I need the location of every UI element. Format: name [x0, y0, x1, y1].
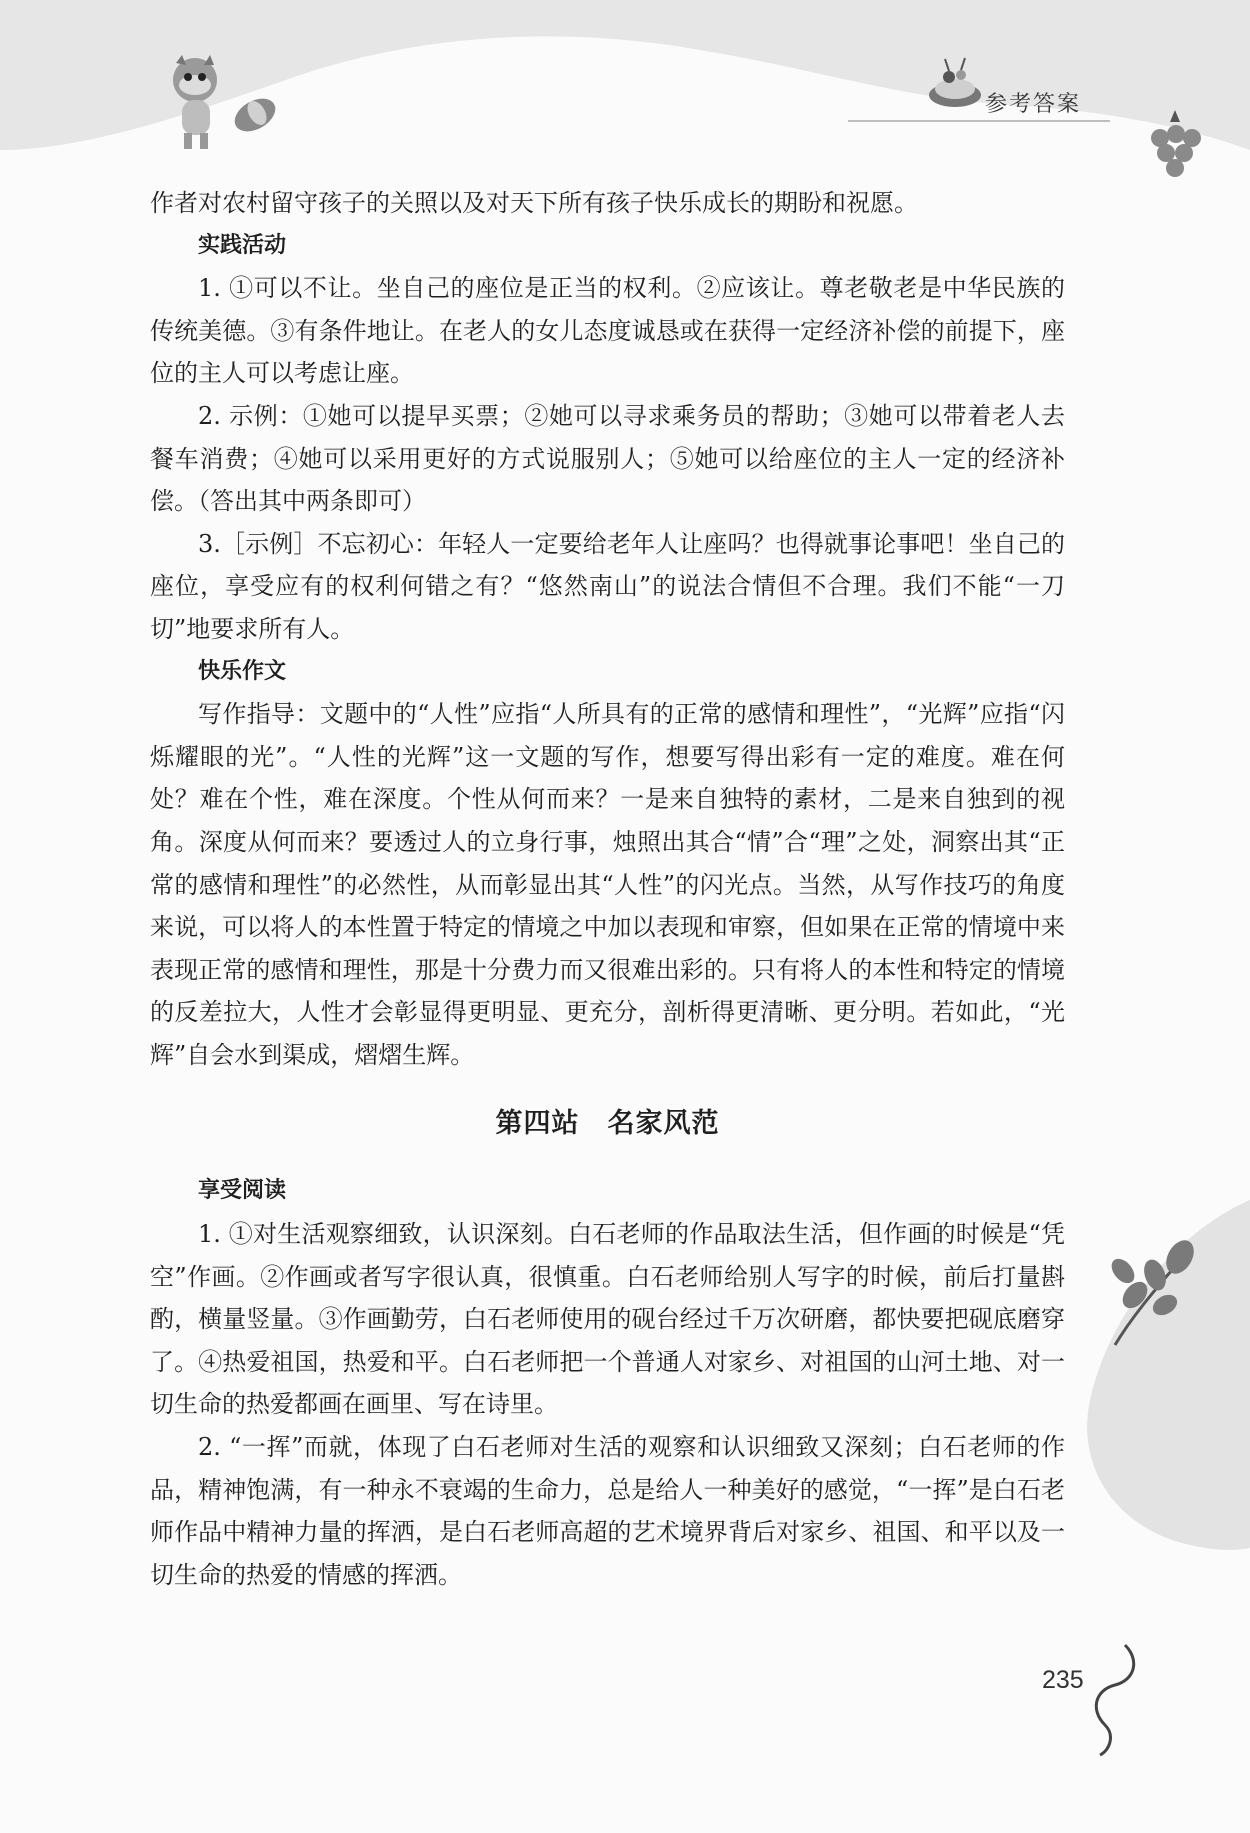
intro-paragraph: 作者对农村留守孩子的关照以及对天下所有孩子快乐成长的期盼和祝愿。 — [150, 189, 918, 217]
practice-item-3: 3.［示例］不忘初心：年轻人一定要给老年人让座吗？也得就事论事吧！坐自己的座位，享受应有的权利何错之有？“悠然南山”的说法合情但不合理。我们不能“一刀切”地要求所有人。 — [150, 529, 1065, 643]
heading-practice: 实践活动 — [198, 232, 287, 258]
practice-item-2: 2. 示例：①她可以提早买票；②她可以寻求乘务员的帮助；③她可以带着老人去餐车消费；④她可以采用更好的方式说服别人；⑤她可以给座位的主人一定的经济补偿。（答出其中两条即可） — [150, 401, 1065, 516]
section-title: 第四站 名家风范 — [495, 1108, 720, 1140]
heading-writing: 快乐作文 — [198, 658, 287, 684]
practice-item-1: 1. ①可以不让。坐自己的座位是正当的权利。②应该让。尊老敬老是中华民族的传统美德。③有条件地让。在老人的女儿态度诚恳或在获得一定经济补偿的前提下，座位的主人可以考虑让座。 — [150, 274, 1065, 388]
berry-icon — [1140, 108, 1210, 188]
header-divider — [848, 120, 1110, 122]
reading-item-2: 2. “一挥”而就，体现了白石老师对生活的观察和认识细致又深刻；白石老师的作品，精神饱满，有一种永不衰竭的生命力，总是给人一种美好的感觉，“一挥”是白石老师作品中精神力量的挥洒，是白石老师高超的艺术境界背后对家乡、祖国、和平以及一切生命的热爱的情感的挥洒。 — [150, 1433, 1065, 1589]
answer-content — [150, 182, 1065, 1596]
header-label: 参考答案 — [985, 92, 1082, 117]
heading-reading: 享受阅读 — [198, 1178, 287, 1204]
raccoon-mascot-icon — [160, 55, 280, 155]
writing-guidance: 写作指导：文题中的“人性”应指“人所具有的正常的感情和理性”，“光辉”应指“闪烁耀眼的光”。“人性的光辉”这一文题的写作，想要写得出彩有一定的难度。难在何处？难在个性，难在深度。个性从何而来？一是来自独特的素材，二是来自独到的视角。深度从何而来？要透过人的立身行事，烛照出其合“情”合“理”之处，洞察出其“正常的感情和理性”的必然性，从而彰显出其“人性”的闪光点。当然，从写作技巧的角度来说，可以将人的本性置于特定的情境之中加以表现和审察，但如果在正常的情境中来表现正常的感情和理性，那是十分费力而又很难出彩的。只有将人的本性和特定的情境的反差拉大，人性才会彰显得更明显、更充分，剖析得更清晰、更分明。若如此，“光辉”自会水到渠成，熠熠生辉。 — [150, 700, 1065, 1069]
cake-critter-icon — [925, 55, 985, 110]
flower-branch-icon — [1095, 1235, 1205, 1355]
reading-item-1: 1. ①对生活观察细致，认识深刻。白石老师的作品取法生活，但作画的时候是“凭空”作画。②作画或者写字很认真，很慎重。白石老师给别人写字的时候，前后打量斟酌，横量竖量。③作画勤劳，白石老师使用的砚台经过千万次研磨，都快要把砚底磨穿了。④热爱祖国，热爱和平。白石老师把一个普通人对家乡、对祖国的山河土地、对一切生命的热爱都画在画里、写在诗里。 — [150, 1220, 1065, 1419]
page-number: 235 — [1042, 1666, 1084, 1694]
swirl-icon — [1085, 1640, 1145, 1760]
